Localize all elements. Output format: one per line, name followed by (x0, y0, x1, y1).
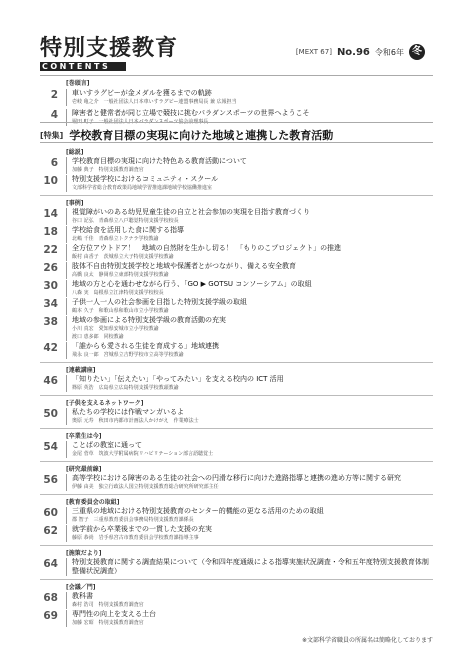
page-number: 38 (43, 316, 58, 328)
entry-title: 三重県の地域における特別支援教育のセンター的機能の更なる活用のための取組 (72, 507, 324, 515)
entry-author: 鶴本 久子 和歌山県和歌山市立小学校教諭 (72, 308, 169, 314)
toc-entry[interactable] (40, 507, 433, 524)
entry-title: 「知りたい」「伝えたい」「やってみたい」を支える校内の ICT 活用 (72, 375, 284, 383)
entry-author: 谷口 記弘 青森県立八戸聴覚特別支援学校校長 (72, 218, 179, 224)
category-label: [事例] (66, 200, 84, 207)
page-number: 2 (50, 89, 58, 101)
toc-entry[interactable] (40, 474, 433, 491)
page-number: 62 (43, 525, 58, 537)
divider (40, 545, 433, 546)
page-number: 6 (50, 157, 58, 169)
page-number: 50 (43, 408, 58, 420)
mext-code: [MEXT 67] (295, 48, 332, 56)
toc-entry[interactable] (40, 610, 433, 627)
entry-author: 伊藤 由美 独立行政法人国立特別支援教育総合研究所研究部主任 (72, 484, 219, 490)
toc-entry[interactable] (40, 298, 433, 315)
category-label: [総説] (66, 149, 84, 156)
category-label: [連載講座] (66, 367, 96, 374)
toc-entry[interactable] (40, 280, 433, 297)
feature-tag: [特集] (40, 130, 64, 140)
category-label: [子供を支えるネットワーク] (66, 400, 144, 407)
divider (40, 428, 433, 429)
toc-section (40, 428, 433, 458)
toc-section (40, 395, 433, 425)
category-label: [巻頭言] (66, 80, 90, 87)
toc-entry[interactable] (40, 342, 433, 359)
page-number: 64 (43, 558, 58, 570)
entry-author: 文部科学省総合教育政策局地域学習推進課地域学校協働推進室 (72, 185, 213, 191)
entry-author: 篠原 英浩 広島県立広島特別支援学校教頭教諭 (72, 385, 179, 391)
category-label: [研究最前線] (66, 466, 102, 473)
toc-entry[interactable] (40, 262, 433, 279)
page-number: 34 (43, 298, 58, 310)
category-label: [卒業生は今] (66, 433, 102, 440)
entry-author: 北嶋 千佳 青森県立トクナラ学校教諭 (72, 236, 159, 242)
divider (40, 122, 433, 123)
divider (40, 195, 433, 196)
entry-title: 特別支援学校におけるコミュニティ・スクール (72, 175, 219, 183)
page-number: 60 (43, 507, 58, 519)
page-number: 4 (50, 109, 58, 121)
toc-entry[interactable] (40, 316, 433, 341)
page-number: 22 (43, 244, 58, 256)
divider (40, 75, 433, 76)
entry-author: 加藤 典子 特別支援教育調査官 (72, 167, 144, 173)
entry-title: 視覚障がいのある幼児児童生徒の自立と社会参加の実現を目指す教育づくり (72, 208, 310, 216)
entry-title: 車いすラグビーが金メダルを獲るまでの軌跡 (72, 89, 212, 97)
page-number: 56 (43, 474, 58, 486)
entry-author: 小川 真宏 愛知県安城市立小学校教諭 渡口 恵多郎 同校教諭 (72, 326, 159, 340)
entry-title: 専門性の向上を支える土台 (72, 610, 156, 618)
entry-title: 障害者と健常者が同じ立場で競技に挑むパラダンスポーツの世界へようこそ (72, 109, 310, 117)
toc-section (40, 579, 433, 627)
entry-author: 八森 実 島根県立江津特別支援学校校長 (72, 290, 164, 296)
entry-author: 高橋 良太 静岡県立東部特別支援学校教諭 (72, 272, 169, 278)
entry-title: 地域の方と心を通わせながら行う、「GO ▶ GOTSU コンソーシアム」の取組 (72, 280, 312, 288)
category-label: [教育委員会の取組] (66, 499, 120, 506)
entry-title: 特別支援教育に関する調査結果について（令和四年度通級による指導実施状況調査・令和五年度特別支援教育体制整備状況調査） (72, 558, 429, 575)
divider (40, 579, 433, 580)
entry-author: 壱岐 亀之介 一般社団法人日本車いすラグビー連盟事務局長 兼 広報担当 (72, 99, 237, 105)
magazine-title: 特別支援教育 (40, 36, 179, 61)
footnote: ※文部科学省職員の所属名は簡略化しております (301, 637, 433, 644)
entry-author: 加藤 宏昭 特別支援教育調査官 (72, 620, 144, 626)
issue-info (296, 44, 425, 60)
toc-entry[interactable] (40, 89, 433, 106)
toc-section (40, 545, 433, 576)
entry-title: ことばの教室に通って (72, 441, 142, 449)
toc-entry[interactable] (40, 375, 433, 392)
divider (40, 362, 433, 363)
top-section (40, 78, 433, 126)
page-number: 69 (43, 610, 58, 622)
entry-title: 「誰からも愛される生徒を育成する」地域連携 (72, 342, 219, 350)
toc-section (40, 461, 433, 491)
entry-author: 郡 智子 三重県教育委員会事務局特別支援教育課係長 (72, 517, 194, 523)
toc-entry[interactable] (40, 226, 433, 243)
page-number: 54 (43, 441, 58, 453)
entry-title: 子供一人一人の社会参画を目指した特別支援学級の取組 (72, 298, 247, 306)
issue-number: No.96 (336, 46, 370, 58)
divider (40, 494, 433, 495)
issue-year: 令和6年 (374, 47, 404, 57)
entry-title: 全方位アウトドア！ 地域の自然財を生かし切る！ 「もりのこプロジェクト」の推進 (72, 244, 342, 252)
contents-label: CONTENTS (40, 62, 126, 71)
toc-section (40, 362, 433, 392)
page-number: 42 (43, 342, 58, 354)
divider (40, 461, 433, 462)
toc-entry[interactable] (40, 208, 433, 225)
entry-author: 奥原 元寿 秋田市内都市計画法人かけがえ 作業療法士 (72, 418, 199, 424)
entry-title: 学校教育目標の実現に向けた特色ある教育活動について (72, 157, 247, 165)
entry-author: 飛永 良一郎 宮城県立吉野学校市立高等学校教諭 (72, 352, 184, 358)
entry-title: 高等学校における障害のある生徒の社会への円滑な移行に向けた進路指導と連携の進め方等に関する研究 (72, 474, 401, 482)
toc-entry[interactable] (40, 592, 433, 609)
divider (40, 142, 433, 143)
entry-title: 学校給食を活用した食に関する指導 (72, 226, 184, 234)
entry-author: 藤原 恭尚 岩手県宮古市教育委員会学校教育課指導主事 (72, 535, 199, 541)
toc-section (40, 147, 433, 192)
toc-section (40, 195, 433, 359)
toc-entry[interactable] (40, 558, 433, 576)
toc-entry[interactable] (40, 525, 433, 542)
feature-title: 学校教育目標の実現に向けた地域と連携した教育活動 (69, 129, 334, 142)
toc-entry[interactable] (40, 441, 433, 458)
page-number: 14 (43, 208, 58, 220)
entry-title: 肢体不自由特別支援学校と地域や保護者とがつながり、備える安全教育 (72, 262, 296, 270)
season-badge: 冬 (409, 44, 425, 60)
page-number: 46 (43, 375, 58, 387)
toc-entry[interactable] (40, 408, 433, 425)
category-label: [会議／門] (66, 584, 96, 591)
page-number: 18 (43, 226, 58, 238)
page-number: 10 (43, 175, 58, 187)
toc-entry[interactable] (40, 109, 433, 126)
entry-title: 私たちの学校には作戦マンガいるよ (72, 408, 184, 416)
toc-entry[interactable] (40, 175, 433, 192)
divider (40, 395, 433, 396)
page-number: 26 (43, 262, 58, 274)
entry-title: 教科書 (72, 592, 93, 600)
category-label: [施策だより] (66, 550, 102, 557)
toc-entry[interactable] (40, 157, 433, 174)
entry-title: 就学前から卒業後までの一貫した支援の充実 (72, 525, 212, 533)
page-number: 30 (43, 280, 58, 292)
entry-author: 森村 浩司 特別支援教育調査官 (72, 602, 144, 608)
toc-sections (40, 144, 433, 627)
toc-section (40, 494, 433, 542)
entry-title: 地域の参画による特別支援学級の教育活動の充実 (72, 316, 226, 324)
entry-author: 飯村 由香子 茨城県立大子特別支援学校教諭 (72, 254, 174, 260)
toc-entry[interactable] (40, 244, 433, 261)
feature-heading (40, 127, 333, 143)
page-number: 68 (43, 592, 58, 604)
entry-author: 金尾 菅草 筑波大学附属病院リハビリテーション部言語聴覚士 (72, 451, 214, 457)
